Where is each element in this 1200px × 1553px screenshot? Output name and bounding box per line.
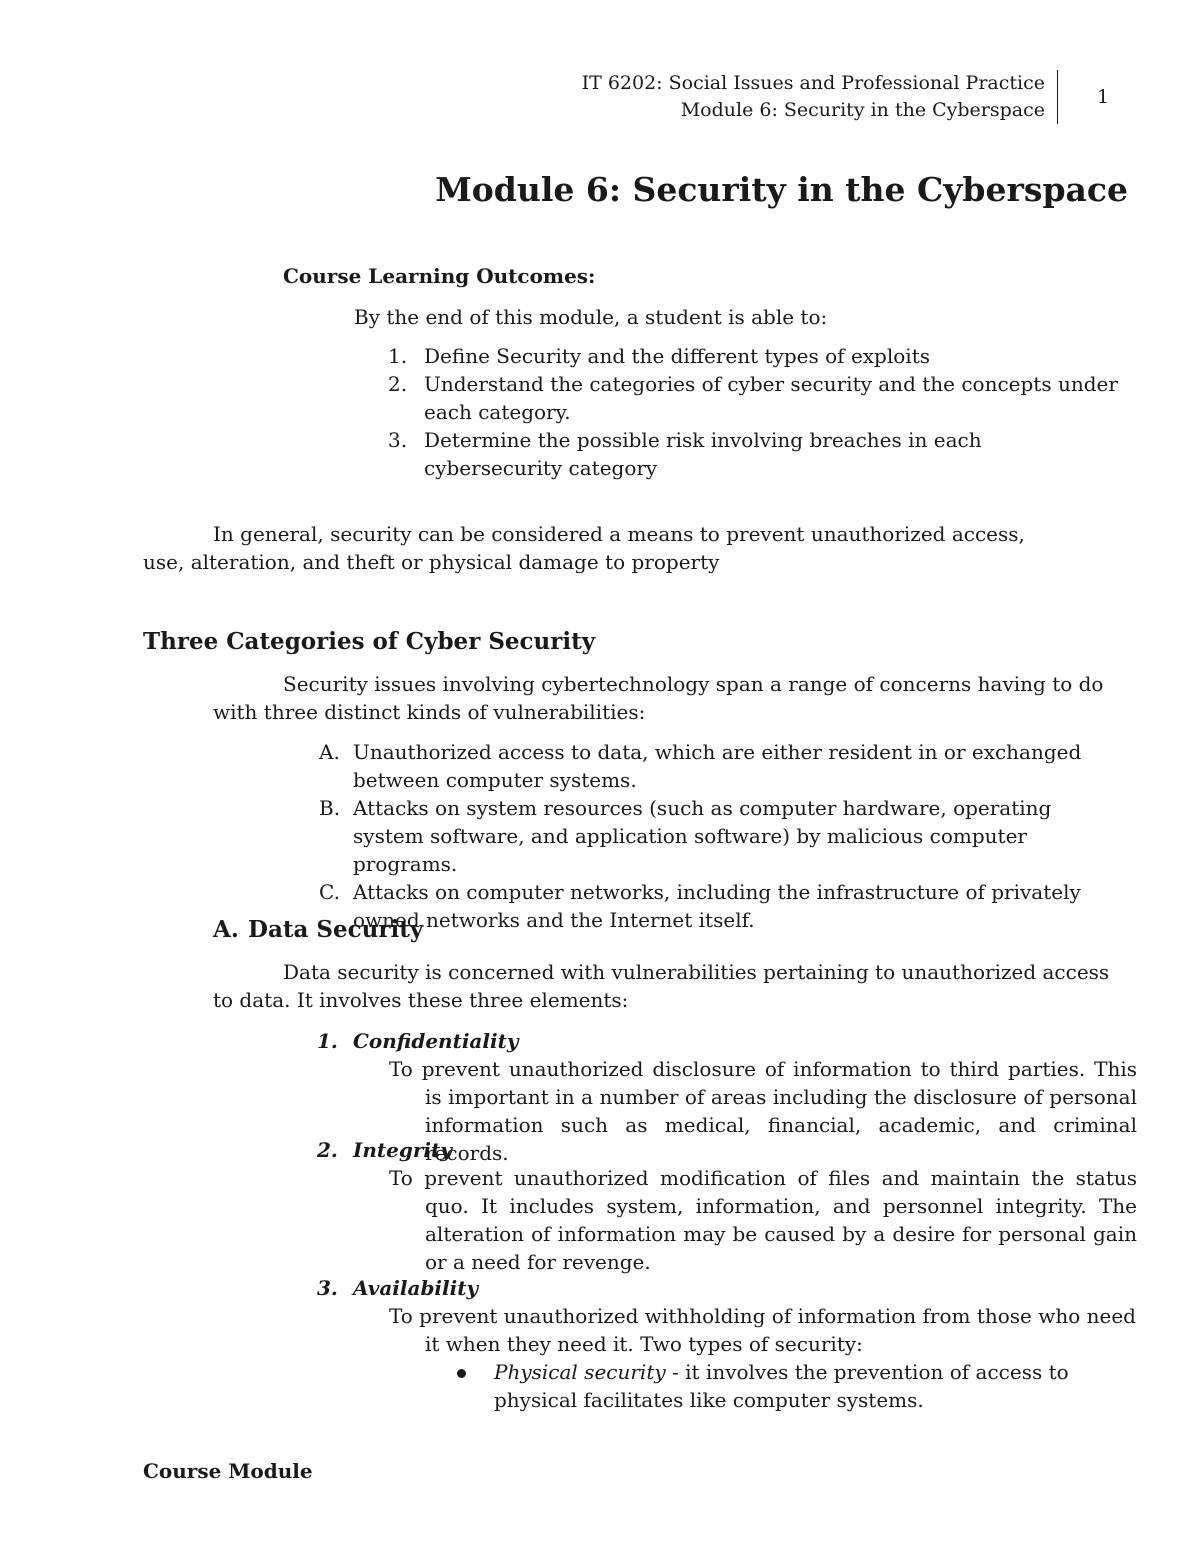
header-module: Module 6: Security in the Cyberspace: [680, 99, 1045, 121]
bullet-term: Physical security: [494, 1360, 666, 1384]
page-footer: Course Module: [143, 1459, 313, 1483]
header-course: IT 6202: Social Issues and Professional Practice: [581, 72, 1045, 94]
page-title: Module 6: Security in the Cyberspace: [435, 170, 1128, 209]
element-description: To prevent unauthorized disclosure of information to third parties. This is important in a number of areas including the disclosure of personal information such as medical, financial, academic, and criminal records.: [389, 1057, 1137, 1165]
outcomes-list: [388, 342, 1124, 482]
list-marker: 2.: [388, 372, 408, 396]
element-marker: 3.: [317, 1276, 338, 1300]
bullet-description: - it involves the prevention of access to physical facilitates like computer systems.: [494, 1360, 1069, 1412]
list-marker: 3.: [388, 428, 408, 452]
bullet-item: [455, 1358, 1145, 1414]
list-item-text: Understand the categories of cyber security and the concepts under each category.: [424, 372, 1118, 424]
element-label-text: Integrity: [353, 1138, 452, 1162]
list-marker: A.: [319, 740, 340, 764]
categories-heading: Three Categories of Cyber Security: [143, 628, 596, 655]
categories-list: [283, 738, 1123, 934]
element-description: To prevent unauthorized withholding of information from those who need it when they need it. Two types of security:: [389, 1304, 1136, 1356]
list-item: [354, 342, 1124, 370]
list-item: [283, 738, 1123, 794]
element-label-text: Availability: [353, 1276, 479, 1300]
data-security-heading: [213, 916, 423, 944]
section-title: Data Security: [248, 916, 424, 943]
list-marker: C.: [319, 880, 340, 904]
general-paragraph: In general, security can be considered a means to prevent unauthorized access, use, alteration, and theft or physical damage to property: [143, 522, 1025, 574]
list-item-text: Attacks on system resources (such as computer hardware, operating system software, and application software) by malicious computer programs.: [353, 796, 1052, 876]
bullet-icon: [457, 1369, 466, 1378]
categories-intro: Security issues involving cybertechnology span a range of concerns having to do with three distinct kinds of vulnerabilities:: [213, 672, 1104, 724]
section-marker: A.: [213, 916, 239, 943]
element-availability: [317, 1274, 1137, 1358]
list-item: [283, 794, 1123, 878]
page-number: 1: [1097, 86, 1110, 108]
data-security-intro: Data security is concerned with vulnerabilities pertaining to unauthorized access to data. It involves these three elements:: [213, 960, 1110, 1012]
element-label: [317, 1136, 1137, 1164]
list-item: [354, 370, 1124, 426]
element-integrity: [317, 1136, 1137, 1276]
element-label-text: Confidentiality: [353, 1029, 519, 1053]
list-item-text: Attacks on computer networks, including the infrastructure of privately owned networks and the Internet itself.: [353, 880, 1081, 932]
element-marker: 2.: [317, 1138, 338, 1162]
element-marker: 1.: [317, 1029, 338, 1053]
list-item-text: Define Security and the different types of exploits: [424, 344, 930, 368]
outcomes-intro: By the end of this module, a student is able to:: [354, 305, 828, 329]
element-description: To prevent unauthorized modification of files and maintain the status quo. It includes system, information, and personnel integrity. The alteration of information may be caused by a desire for personal gain or a need for revenge.: [389, 1166, 1137, 1274]
bullet-text: [455, 1358, 1145, 1414]
list-marker: 1.: [388, 344, 408, 368]
running-header: [582, 70, 1058, 124]
outcomes-heading: Course Learning Outcomes:: [283, 264, 596, 288]
element-label: [317, 1274, 1137, 1302]
list-marker: B.: [319, 796, 341, 820]
element-label: [317, 1027, 1137, 1055]
list-item-text: Unauthorized access to data, which are either resident in or exchanged between computer systems.: [353, 740, 1082, 792]
list-item: [354, 426, 1124, 482]
list-item-text: Determine the possible risk involving breaches in each cybersecurity category: [424, 428, 982, 480]
